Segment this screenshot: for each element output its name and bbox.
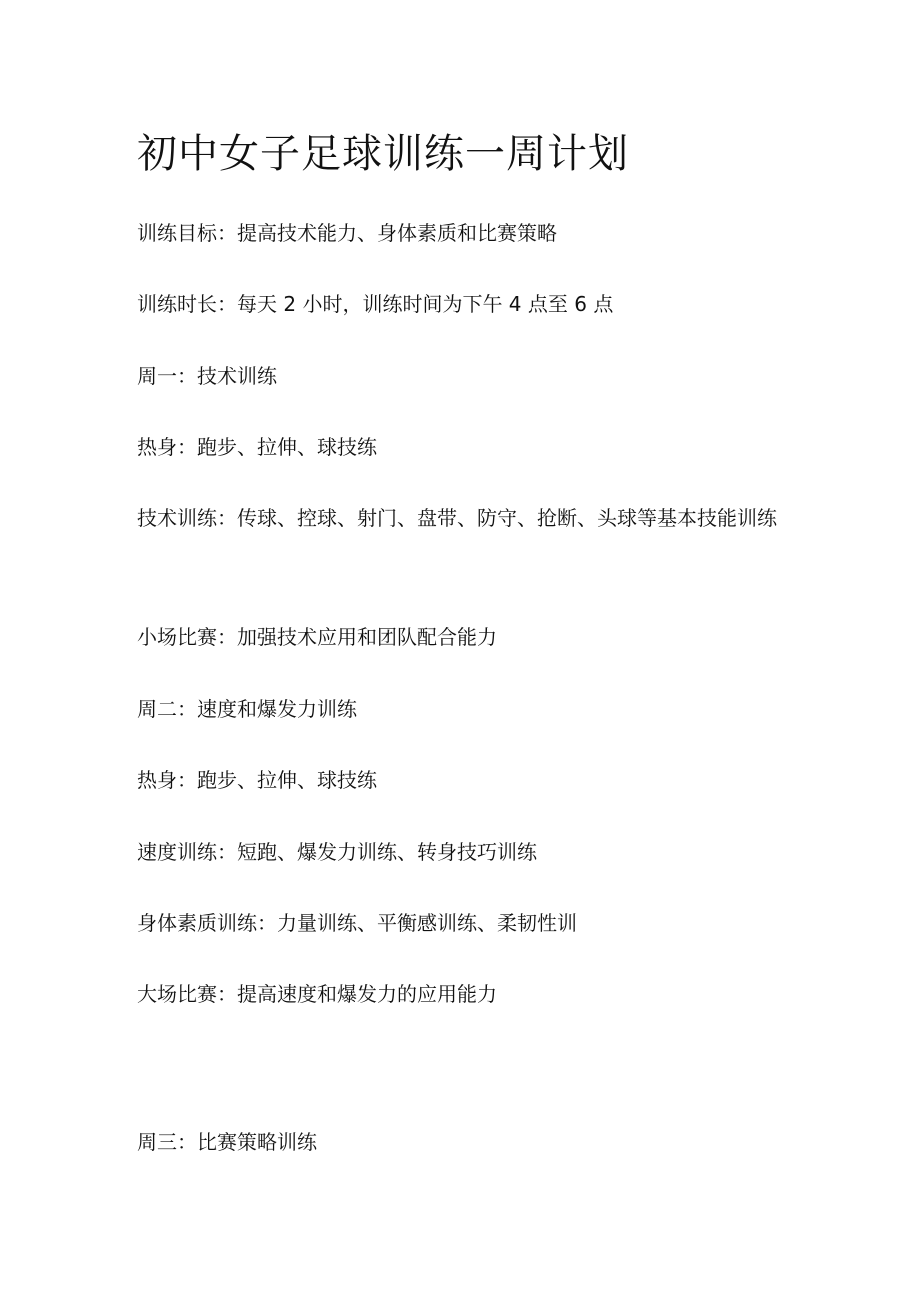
paragraph-monday-warmup: 热身：跑步、拉伸、球技练 <box>137 435 377 459</box>
paragraph-tuesday-speed: 速度训练：短跑、爆发力训练、转身技巧训练 <box>137 840 537 864</box>
document-title: 初中女子足球训练一周计划 <box>137 131 629 177</box>
paragraph-tuesday-big-game: 大场比赛：提高速度和爆发力的应用能力 <box>137 982 497 1006</box>
paragraph-monday-small-game: 小场比赛：加强技术应用和团队配合能力 <box>137 625 497 649</box>
paragraph-tuesday-fitness: 身体素质训练：力量训练、平衡感训练、柔韧性训 <box>137 911 577 935</box>
paragraph-training-goal: 训练目标：提高技术能力、身体素质和比赛策略 <box>137 221 557 245</box>
paragraph-tuesday-heading: 周二：速度和爆发力训练 <box>137 697 357 721</box>
paragraph-tuesday-warmup: 热身：跑步、拉伸、球技练 <box>137 768 377 792</box>
paragraph-monday-heading: 周一：技术训练 <box>137 364 277 388</box>
paragraph-monday-technique: 技术训练：传球、控球、射门、盘带、防守、抢断、头球等基本技能训练 <box>137 506 777 530</box>
paragraph-training-duration: 训练时长：每天 2 小时，训练时间为下午 4 点至 6 点 <box>137 292 614 316</box>
paragraph-wednesday-heading: 周三：比赛策略训练 <box>137 1130 317 1154</box>
